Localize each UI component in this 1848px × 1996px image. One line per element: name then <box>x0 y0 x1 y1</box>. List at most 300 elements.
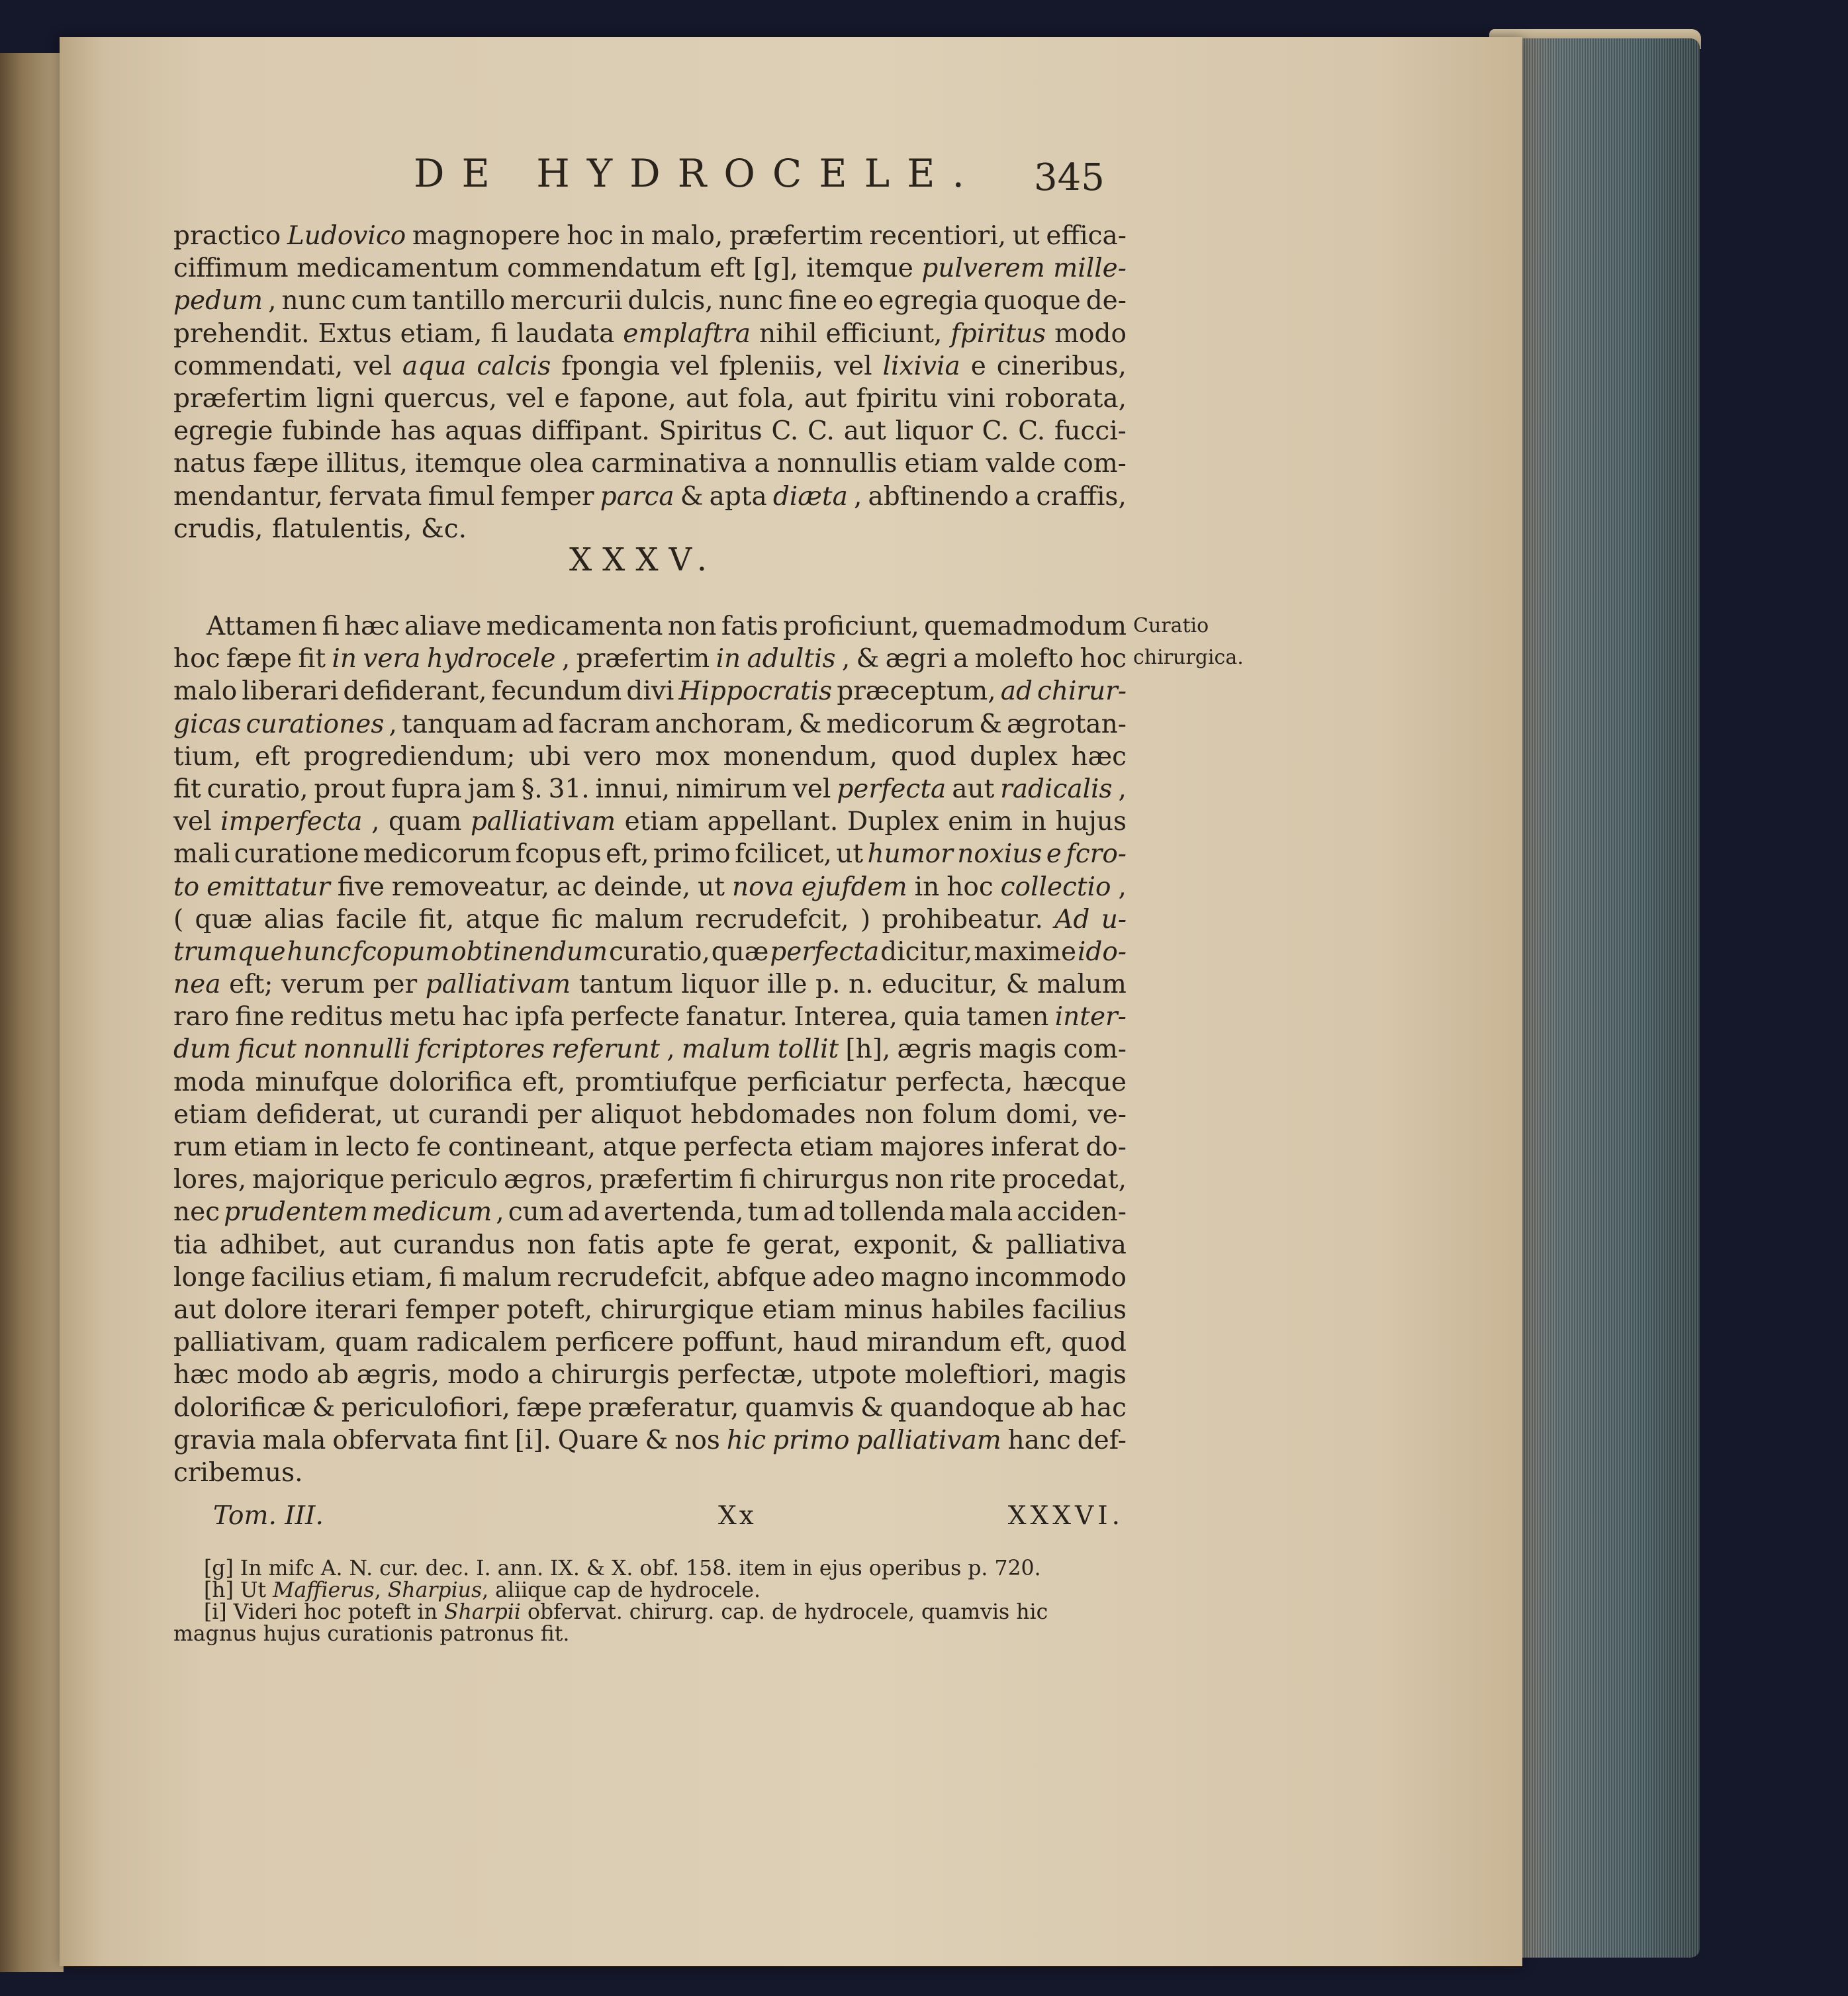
word: quoque <box>983 286 1081 316</box>
word: metu <box>389 1002 456 1032</box>
marginal-note-line-2: chirurgica. <box>1133 646 1244 669</box>
word: flatulentis, <box>272 514 412 544</box>
word: moda <box>173 1067 246 1097</box>
word: nunc <box>718 286 783 316</box>
word: ab <box>316 1360 349 1390</box>
word: itemque <box>806 253 913 284</box>
word: pulverem <box>921 253 1045 284</box>
word: mercurii <box>510 286 623 316</box>
word: ad <box>803 1197 835 1228</box>
word: chirurgique <box>600 1294 755 1325</box>
word: etiam <box>904 449 979 479</box>
word: monendum, <box>723 741 878 772</box>
word: mille- <box>1053 253 1127 284</box>
word: fupra <box>391 774 462 804</box>
word: & <box>860 1392 884 1423</box>
word: malo <box>173 676 238 707</box>
word: nihil <box>759 318 817 349</box>
word: hac <box>1080 1392 1127 1423</box>
word: chirurgis <box>551 1360 670 1390</box>
word: enim <box>948 807 1013 837</box>
word: perfecta <box>683 1132 793 1162</box>
word: prehendit. <box>173 318 310 349</box>
word: vera <box>363 644 421 674</box>
word: non <box>667 612 717 641</box>
word: adhibet, <box>219 1230 327 1260</box>
word: ut <box>1012 221 1040 251</box>
word: Duplex <box>847 807 939 837</box>
word: aut <box>952 774 995 804</box>
word: etiam <box>233 1132 308 1162</box>
word: hoc <box>567 221 614 251</box>
text-line <box>173 415 1127 447</box>
text-line <box>173 1066 1127 1099</box>
word: aquas <box>445 416 522 447</box>
word: modo <box>1054 318 1127 349</box>
word: rum <box>173 1132 227 1162</box>
word: ac <box>556 872 587 902</box>
word: raro <box>173 1002 230 1032</box>
word: vel <box>792 774 831 804</box>
word: ægrotan- <box>1007 709 1127 739</box>
word: parca <box>600 481 674 512</box>
word: molefto <box>974 644 1074 674</box>
word: , <box>667 1034 675 1065</box>
word: ciffimum <box>173 253 289 284</box>
footnote-text: Sharpius <box>387 1578 483 1602</box>
word: mala <box>949 1197 1013 1228</box>
word: Spiritus <box>659 416 762 447</box>
word: apta <box>709 481 767 512</box>
text-line <box>173 903 1127 936</box>
word: fimul <box>428 481 495 512</box>
text-line <box>173 610 1127 643</box>
word: quam <box>335 1328 408 1358</box>
word: anchoram, <box>655 709 794 739</box>
word: non <box>895 1165 945 1195</box>
word: ligni <box>316 383 375 414</box>
word: hoc <box>173 644 220 674</box>
word: præfertim <box>576 644 710 674</box>
word: tantum <box>578 970 673 1000</box>
footnote-text: Maffierus <box>273 1578 375 1602</box>
word: quæ <box>195 904 253 934</box>
text-line <box>173 1424 1127 1457</box>
word: fe <box>726 1230 751 1260</box>
text-line <box>173 838 1127 870</box>
word: fcopum <box>352 936 450 967</box>
word: com- <box>1063 1034 1127 1065</box>
word: a <box>528 1360 543 1390</box>
word: ejufdem <box>801 872 907 902</box>
text-line <box>173 285 1127 317</box>
word: de- <box>1086 286 1127 316</box>
word: , <box>841 644 851 674</box>
word: eft <box>255 741 291 772</box>
text-line <box>173 1392 1127 1424</box>
word: laudata <box>516 318 615 349</box>
word: nos <box>674 1425 720 1455</box>
word: vel <box>670 351 709 381</box>
word: fucci- <box>1054 416 1127 447</box>
word: nimirum <box>676 774 787 804</box>
word: hujus <box>1055 807 1127 837</box>
word: perfecte <box>571 1002 680 1032</box>
word: perficiatur <box>747 1067 886 1097</box>
word: noxius <box>957 839 1042 870</box>
word: malum <box>594 904 684 934</box>
word: lixivia <box>882 351 960 381</box>
word: vel <box>353 351 392 381</box>
word: aliave <box>404 612 482 641</box>
word: etiam, <box>351 1262 434 1293</box>
text-line <box>173 1326 1127 1359</box>
word: periculofiori, <box>341 1392 510 1423</box>
word: abftinendo <box>868 481 1009 512</box>
word: fubinde <box>282 416 382 447</box>
text-line <box>173 1099 1127 1131</box>
text-line <box>173 1196 1127 1228</box>
word: minufque <box>255 1067 379 1097</box>
word: divi <box>626 676 674 707</box>
text-line <box>173 1261 1127 1294</box>
word: medicorum <box>826 709 975 739</box>
word: dolore <box>224 1294 308 1325</box>
word: five <box>337 872 385 902</box>
word: palliativam <box>470 807 616 837</box>
running-head: DE HYDROCELE. <box>414 151 982 196</box>
footnote-text: , aliique cap de hydrocele. <box>482 1578 761 1602</box>
word: incommodo <box>975 1262 1127 1293</box>
word: facilius <box>1032 1294 1127 1325</box>
word: diæta <box>772 481 848 512</box>
text-line <box>173 1131 1127 1163</box>
word: medicamentum <box>297 253 499 284</box>
word: C. <box>808 416 835 447</box>
word: malum <box>462 1262 551 1293</box>
word: minus <box>843 1294 923 1325</box>
word: Attamen <box>207 612 318 641</box>
word: tanquam <box>402 709 518 739</box>
word: eft, <box>1009 1328 1053 1358</box>
word: fanatur. <box>686 1002 788 1032</box>
word: fcilicet, <box>735 839 832 870</box>
word: apte <box>657 1230 715 1260</box>
word: majores <box>880 1132 985 1162</box>
word: fola, <box>737 383 795 414</box>
word: ficut <box>238 1034 297 1065</box>
word: præferatur, <box>588 1392 739 1423</box>
word: procedat, <box>1001 1165 1127 1195</box>
footnote <box>173 1558 1124 1580</box>
word: palliativam, <box>173 1328 327 1358</box>
word: præfertim <box>729 221 863 251</box>
text-line <box>173 1294 1127 1326</box>
word: removeatur, <box>391 872 549 902</box>
word: n. <box>849 970 874 1000</box>
text-line <box>173 741 1127 773</box>
word: fit <box>298 644 326 674</box>
word: to <box>173 872 200 902</box>
word: in <box>914 872 940 902</box>
word: appellant. <box>707 807 839 837</box>
word: [i]. <box>514 1425 551 1455</box>
paragraph-2 <box>173 610 1127 1489</box>
word: fpongia <box>561 351 660 381</box>
word: liberari <box>242 676 339 707</box>
text-line <box>173 318 1127 350</box>
word: in <box>314 1132 340 1162</box>
word: a <box>1015 481 1031 512</box>
text-line <box>173 383 1127 415</box>
word: cribemus. <box>173 1457 303 1488</box>
word: prout <box>314 774 386 804</box>
word: proficiunt, <box>783 612 919 641</box>
word: haud <box>792 1328 858 1358</box>
word: eo <box>843 286 874 316</box>
word: practico <box>173 221 281 251</box>
word: fi <box>490 318 508 349</box>
word: quia <box>903 1002 960 1032</box>
word: natus <box>173 449 246 479</box>
word: magis <box>1048 1360 1127 1390</box>
word: ut <box>836 839 864 870</box>
word: , <box>496 1197 504 1228</box>
word: tia <box>173 1230 208 1260</box>
word: palliativam <box>425 970 571 1000</box>
word: fit, <box>418 904 455 934</box>
word: acciden- <box>1017 1197 1127 1228</box>
word: & <box>645 1425 669 1455</box>
word: ille <box>766 970 808 1000</box>
word: non <box>527 1230 576 1260</box>
word: hæcque <box>1023 1067 1127 1097</box>
text-line <box>173 936 1127 968</box>
word: iterari <box>315 1294 398 1325</box>
word: commendatum <box>507 253 702 284</box>
word: , <box>1118 872 1127 902</box>
word: vel <box>173 807 212 837</box>
word: C. <box>982 416 1009 447</box>
word: defiderat, <box>256 1099 384 1130</box>
word: prohibeatur. <box>882 904 1043 934</box>
word: præfertim <box>600 1165 733 1195</box>
word: Interea, <box>794 1002 898 1032</box>
word: e <box>554 383 570 414</box>
text-line <box>173 350 1127 383</box>
word: non <box>864 1099 914 1130</box>
word: medicum <box>371 1197 492 1228</box>
text-line <box>173 220 1127 252</box>
word: collectio <box>1000 872 1111 902</box>
word: nunc <box>281 286 346 316</box>
text-line <box>173 968 1127 1001</box>
word: alias <box>263 904 325 934</box>
text-line <box>173 1229 1127 1261</box>
word: educitur, <box>882 970 998 1000</box>
footnotes <box>173 1558 1124 1645</box>
word: curatione <box>234 839 359 870</box>
word: ve- <box>1087 1099 1127 1130</box>
word: curandi <box>428 1099 529 1130</box>
word: inferat <box>991 1132 1080 1162</box>
word: malo, <box>651 221 723 251</box>
word: ut <box>392 1099 420 1130</box>
word: fcopus <box>515 839 602 870</box>
word: tollenda <box>839 1197 946 1228</box>
word: radicalem <box>416 1328 547 1358</box>
word: in <box>332 644 357 674</box>
word: , <box>371 807 380 837</box>
word: mendantur, <box>173 481 324 512</box>
word: defiderant, <box>343 676 487 707</box>
paragraph-1 <box>173 220 1127 545</box>
word: radicalis <box>1000 774 1113 804</box>
text-line <box>173 1359 1127 1391</box>
word: præfertim <box>173 383 307 414</box>
word: obtinendum <box>451 936 608 967</box>
word: hæc <box>1071 741 1127 772</box>
word: præceptum, <box>837 676 996 707</box>
word: lecto <box>346 1132 410 1162</box>
footnote-text: obfervat. chirurg. cap. de hydrocele, quamvis hic <box>520 1600 1048 1624</box>
word: fe <box>416 1132 441 1162</box>
word: facilius <box>251 1262 346 1293</box>
word: curationes <box>246 709 385 739</box>
word: aut <box>686 383 729 414</box>
word: promtiufque <box>575 1067 737 1097</box>
word: perfectæ, <box>677 1360 804 1390</box>
word: deinde, <box>594 872 691 902</box>
word: medicorum <box>363 839 512 870</box>
word: & <box>979 709 1002 739</box>
word: aut <box>338 1230 381 1260</box>
word: magis <box>978 1034 1057 1065</box>
word: & <box>798 709 822 739</box>
word: Ludovico <box>287 221 406 251</box>
word: innui, <box>595 774 670 804</box>
word: lores, <box>173 1165 247 1195</box>
word: atque <box>602 1132 677 1162</box>
word: atque <box>465 904 540 934</box>
word: trumque <box>173 936 286 967</box>
word: per <box>373 970 418 1000</box>
word: dicitur, <box>880 936 973 967</box>
text-line <box>173 480 1127 513</box>
word: aut <box>843 416 886 447</box>
word: nonnullis <box>777 449 898 479</box>
word: quæ <box>711 936 769 967</box>
word: ægris <box>897 1034 972 1065</box>
word: ab <box>1041 1392 1074 1423</box>
word: contineant, <box>447 1132 596 1162</box>
word: C. <box>771 416 799 447</box>
word: ( <box>173 904 184 934</box>
word: utpote <box>811 1360 897 1390</box>
word: etiam, <box>400 318 483 349</box>
word: Hippocratis <box>678 676 833 707</box>
word: modo <box>447 1360 520 1390</box>
word: dolorifica <box>389 1067 513 1097</box>
word: vini <box>947 383 995 414</box>
word: recrudefcit, <box>557 1262 711 1293</box>
word: ad <box>1000 676 1033 707</box>
word: , <box>561 644 571 674</box>
text-line <box>173 1163 1127 1196</box>
word: etiam <box>173 1099 248 1130</box>
word: quandoque <box>890 1392 1036 1423</box>
word: roborata, <box>1005 383 1127 414</box>
word: poteft, <box>506 1294 593 1325</box>
word: magnopere <box>412 221 561 251</box>
word: longe <box>173 1262 246 1293</box>
word: hydrocele <box>426 644 556 674</box>
marginal-note-line-1: Curatio <box>1133 614 1209 637</box>
word: olea <box>529 449 584 479</box>
word: verum <box>281 970 365 1000</box>
word: diffipant. <box>531 416 650 447</box>
word: hæc <box>344 612 400 641</box>
word: primo <box>653 839 731 870</box>
word: nova <box>731 872 794 902</box>
word: habiles <box>931 1294 1025 1325</box>
word: gicas <box>173 709 242 739</box>
word: malum <box>681 1034 771 1065</box>
word: e <box>1046 839 1062 870</box>
word: domi, <box>1005 1099 1080 1130</box>
text-line <box>173 1033 1127 1066</box>
word: liquor <box>681 970 759 1000</box>
word: efficiunt, <box>825 318 943 349</box>
word: emittatur <box>207 872 330 902</box>
text-line <box>173 252 1127 285</box>
word: commendati, <box>173 351 344 381</box>
word: fecundum <box>491 676 622 707</box>
word: C. <box>1018 416 1046 447</box>
word: fervata <box>329 481 422 512</box>
word: humor <box>867 839 953 870</box>
word: etiam <box>624 807 699 837</box>
word: quamvis <box>745 1392 855 1423</box>
footnote-text: [g] In mifc A. N. cur. dec. I. ann. IX. & X. obf. 158. item in ejus operibus p. 720. <box>204 1557 1041 1580</box>
word: tium, <box>173 741 242 772</box>
word: facile <box>336 904 407 934</box>
word: recentiori, <box>869 221 1007 251</box>
word: primo <box>772 1425 850 1455</box>
word: fpiritus <box>950 318 1046 349</box>
word: eft <box>710 253 745 284</box>
word: facram <box>558 709 651 739</box>
text-line <box>173 871 1127 903</box>
word: hoc <box>947 872 993 902</box>
word: emplaftra <box>623 318 751 349</box>
word: folum <box>922 1099 997 1130</box>
word: mala <box>262 1425 326 1455</box>
word: adeo <box>812 1262 875 1293</box>
word: & <box>1005 970 1029 1000</box>
word: fatis <box>721 612 778 641</box>
section-heading: XXXV. <box>569 541 718 578</box>
volume-mark: Tom. III. <box>213 1501 324 1531</box>
word: modo <box>236 1360 309 1390</box>
word: palliativa <box>1005 1230 1127 1260</box>
word: ut <box>698 872 725 902</box>
word: rite <box>949 1165 996 1195</box>
word: eft; <box>229 970 273 1000</box>
word: liquor <box>895 416 973 447</box>
word: vel <box>506 383 545 414</box>
word: §. <box>521 774 543 804</box>
